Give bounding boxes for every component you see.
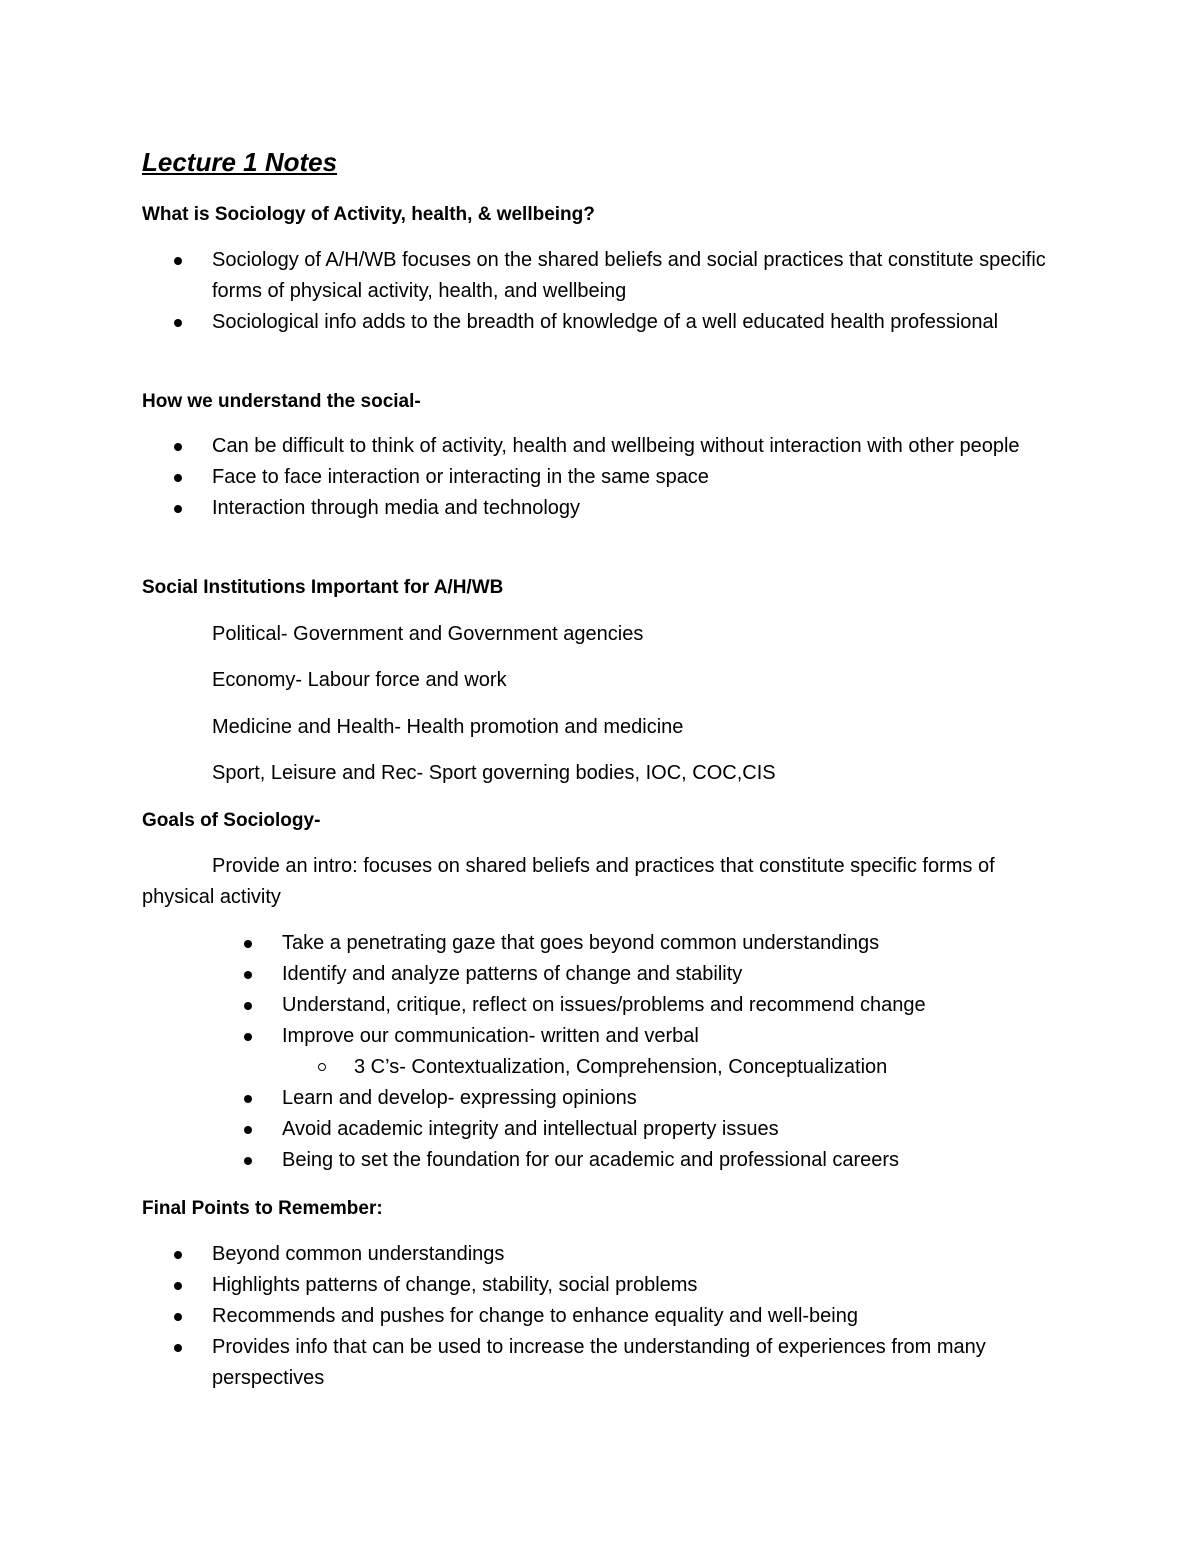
bullet-icon <box>174 474 182 482</box>
bullet-icon <box>244 1157 252 1165</box>
bullet-list-goals <box>212 928 1072 1176</box>
list-item: Provides info that can be used to increase the understanding of experiences from many perspectives <box>142 1332 1072 1394</box>
list-item: Sociological info adds to the breadth of knowledge of a well educated health professional <box>142 307 1072 338</box>
bullet-icon <box>174 257 182 265</box>
page-title: Lecture 1 Notes <box>142 147 338 177</box>
bullet-icon <box>244 1126 252 1134</box>
section-heading-understand-social: How we understand the social- <box>142 391 421 412</box>
goals-intro-paragraph: Provide an intro: focuses on shared beliefs and practices that constitute specific forms of physical activity <box>142 855 995 908</box>
bullet-icon <box>174 1313 182 1321</box>
bullet-list-understand-social <box>142 431 1072 524</box>
bullet-icon <box>174 319 182 327</box>
list-item: Take a penetrating gaze that goes beyond common understandings <box>212 928 1072 959</box>
hollow-bullet-icon <box>318 1063 326 1071</box>
list-item: Improve our communication- written and verbal <box>212 1021 1072 1052</box>
list-item: Recommends and pushes for change to enhance equality and well-being <box>142 1301 1072 1332</box>
section-heading-what-is-sociology: What is Sociology of Activity, health, & wellbeing? <box>142 204 595 225</box>
list-item: Highlights patterns of change, stability, social problems <box>142 1270 1072 1301</box>
institution-item: Economy- Labour force and work <box>212 669 507 691</box>
list-item: Can be difficult to think of activity, health and wellbeing without interaction with other people <box>142 431 1072 462</box>
bullet-list-what-is-sociology <box>142 245 1072 338</box>
bullet-icon <box>244 971 252 979</box>
institution-item: Political- Government and Government agencies <box>212 623 644 645</box>
section-heading-final-points: Final Points to Remember: <box>142 1198 383 1219</box>
list-item: Beyond common understandings <box>142 1239 1072 1270</box>
list-item: Learn and develop- expressing opinions <box>212 1083 1072 1114</box>
sub-list-item: 3 C’s- Contextualization, Comprehension, Conceptualization <box>212 1052 1072 1083</box>
list-item: Identify and analyze patterns of change and stability <box>212 959 1072 990</box>
bullet-icon <box>244 940 252 948</box>
bullet-icon <box>174 443 182 451</box>
bullet-icon <box>244 1033 252 1041</box>
section-heading-social-institutions: Social Institutions Important for A/H/WB <box>142 577 504 598</box>
list-item: Avoid academic integrity and intellectual property issues <box>212 1114 1072 1145</box>
bullet-icon <box>174 1282 182 1290</box>
bullet-list-final-points <box>142 1239 1072 1394</box>
list-item: Being to set the foundation for our academic and professional careers <box>212 1145 1072 1176</box>
institution-item: Sport, Leisure and Rec- Sport governing bodies, IOC, COC,CIS <box>212 762 776 784</box>
list-item: Sociology of A/H/WB focuses on the shared beliefs and social practices that constitute specific forms of physical activity, health, and wellbeing <box>142 245 1072 307</box>
bullet-icon <box>244 1095 252 1103</box>
bullet-icon <box>244 1002 252 1010</box>
list-item: Understand, critique, reflect on issues/problems and recommend change <box>212 990 1072 1021</box>
list-item: Face to face interaction or interacting in the same space <box>142 462 1072 493</box>
institution-item: Medicine and Health- Health promotion and medicine <box>212 716 684 738</box>
bullet-icon <box>174 505 182 513</box>
section-heading-goals: Goals of Sociology- <box>142 810 321 831</box>
list-item: Interaction through media and technology <box>142 493 1072 524</box>
bullet-icon <box>174 1251 182 1259</box>
bullet-icon <box>174 1344 182 1352</box>
